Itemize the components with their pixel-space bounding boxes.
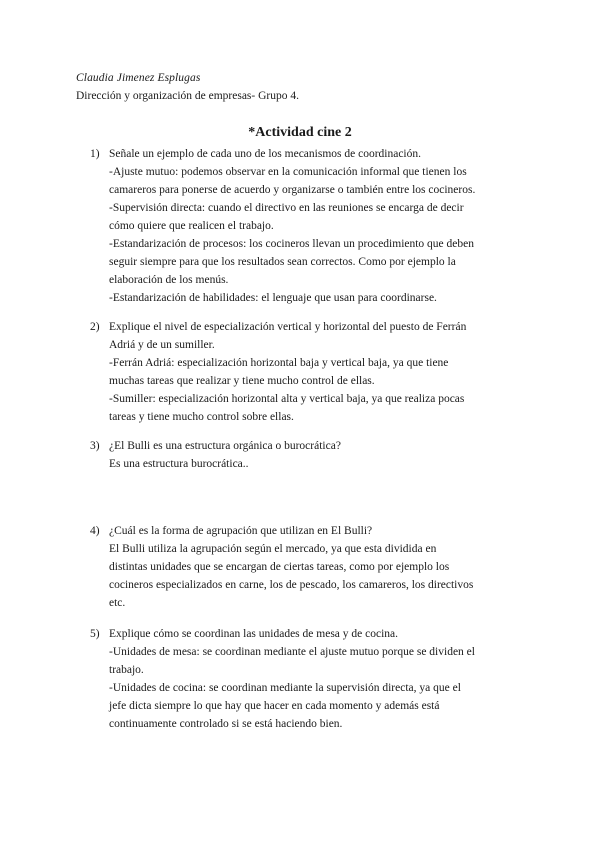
text-line: distintas unidades que se encargan de ciertas tareas, como por ejemplo los: [109, 561, 450, 573]
text-line: cómo quiere que realicen el trabajo.: [109, 220, 274, 232]
question-body: [109, 437, 530, 473]
question-3: [90, 437, 530, 473]
text-line: muchas tareas que realizar y tiene mucho control de ellas.: [109, 375, 375, 387]
text-line: tareas y tiene mucho control sobre ellas.: [109, 411, 294, 423]
question-body: [109, 145, 530, 307]
question-2: [90, 318, 530, 426]
text-line: trabajo.: [109, 664, 144, 676]
text-line: Señale un ejemplo de cada uno de los mecanismos de coordinación.: [109, 148, 421, 160]
question-1: [90, 145, 530, 307]
document-title: *Actividad cine 2: [248, 125, 352, 140]
question-body: [109, 522, 530, 612]
text-line: -Ferrán Adriá: especialización horizontal baja y vertical baja, ya que tiene: [109, 357, 449, 369]
question-number: 3): [90, 440, 100, 452]
text-line: -Unidades de cocina: se coordinan mediante la supervisión directa, ya que el: [109, 682, 461, 694]
question-number: 5): [90, 628, 100, 640]
text-line: -Supervisión directa: cuando el directivo en las reuniones se encarga de decir: [109, 202, 464, 214]
text-line: elaboración de los menús.: [109, 274, 229, 286]
text-line: Explique cómo se coordinan las unidades de mesa y de cocina.: [109, 628, 399, 640]
question-5: [90, 625, 530, 733]
text-line: -Sumiller: especialización horizontal alta y vertical baja, ya que realiza pocas: [109, 393, 465, 405]
text-line: -Ajuste mutuo: podemos observar en la comunicación informal que tienen los: [109, 166, 467, 178]
text-line: -Unidades de mesa: se coordinan mediante el ajuste mutuo porque se dividen el: [109, 646, 475, 658]
text-line: camareros para ponerse de acuerdo y organizarse o también entre los cocineros.: [109, 184, 476, 196]
question-body: [109, 318, 530, 426]
text-line: ¿Cuál es la forma de agrupación que utilizan en El Bulli?: [109, 525, 373, 537]
text-line: continuamente controlado si se está haciendo bien.: [109, 718, 343, 730]
text-line: Es una estructura burocrática..: [109, 458, 249, 470]
question-body: [109, 625, 530, 733]
text-line: Adriá y de un sumiller.: [109, 339, 215, 351]
question-4: [90, 522, 530, 612]
question-number: 2): [90, 321, 100, 333]
text-line: cocineros especializados en carne, los de pescado, los camareros, los directivos: [109, 579, 474, 591]
text-line: seguir siempre para que los resultados sean correctos. Como por ejemplo la: [109, 256, 456, 268]
text-line: -Estandarización de procesos: los cocineros llevan un procedimiento que deben: [109, 238, 474, 250]
question-number: 4): [90, 525, 100, 537]
question-number: 1): [90, 148, 100, 160]
text-line: jefe dicta siempre lo que hay que hacer en cada momento y además está: [109, 700, 440, 712]
text-line: -Estandarización de habilidades: el lenguaje que usan para coordinarse.: [109, 292, 437, 304]
author-name: Claudia Jimenez Esplugas: [76, 72, 201, 84]
course-line: Dirección y organización de empresas- Grupo 4.: [76, 90, 299, 102]
text-line: El Bulli utiliza la agrupación según el mercado, ya que esta dividida en: [109, 543, 437, 555]
text-line: etc.: [109, 597, 126, 609]
text-line: ¿El Bulli es una estructura orgánica o burocrática?: [109, 440, 341, 452]
text-line: Explique el nivel de especialización vertical y horizontal del puesto de Ferrán: [109, 321, 467, 333]
